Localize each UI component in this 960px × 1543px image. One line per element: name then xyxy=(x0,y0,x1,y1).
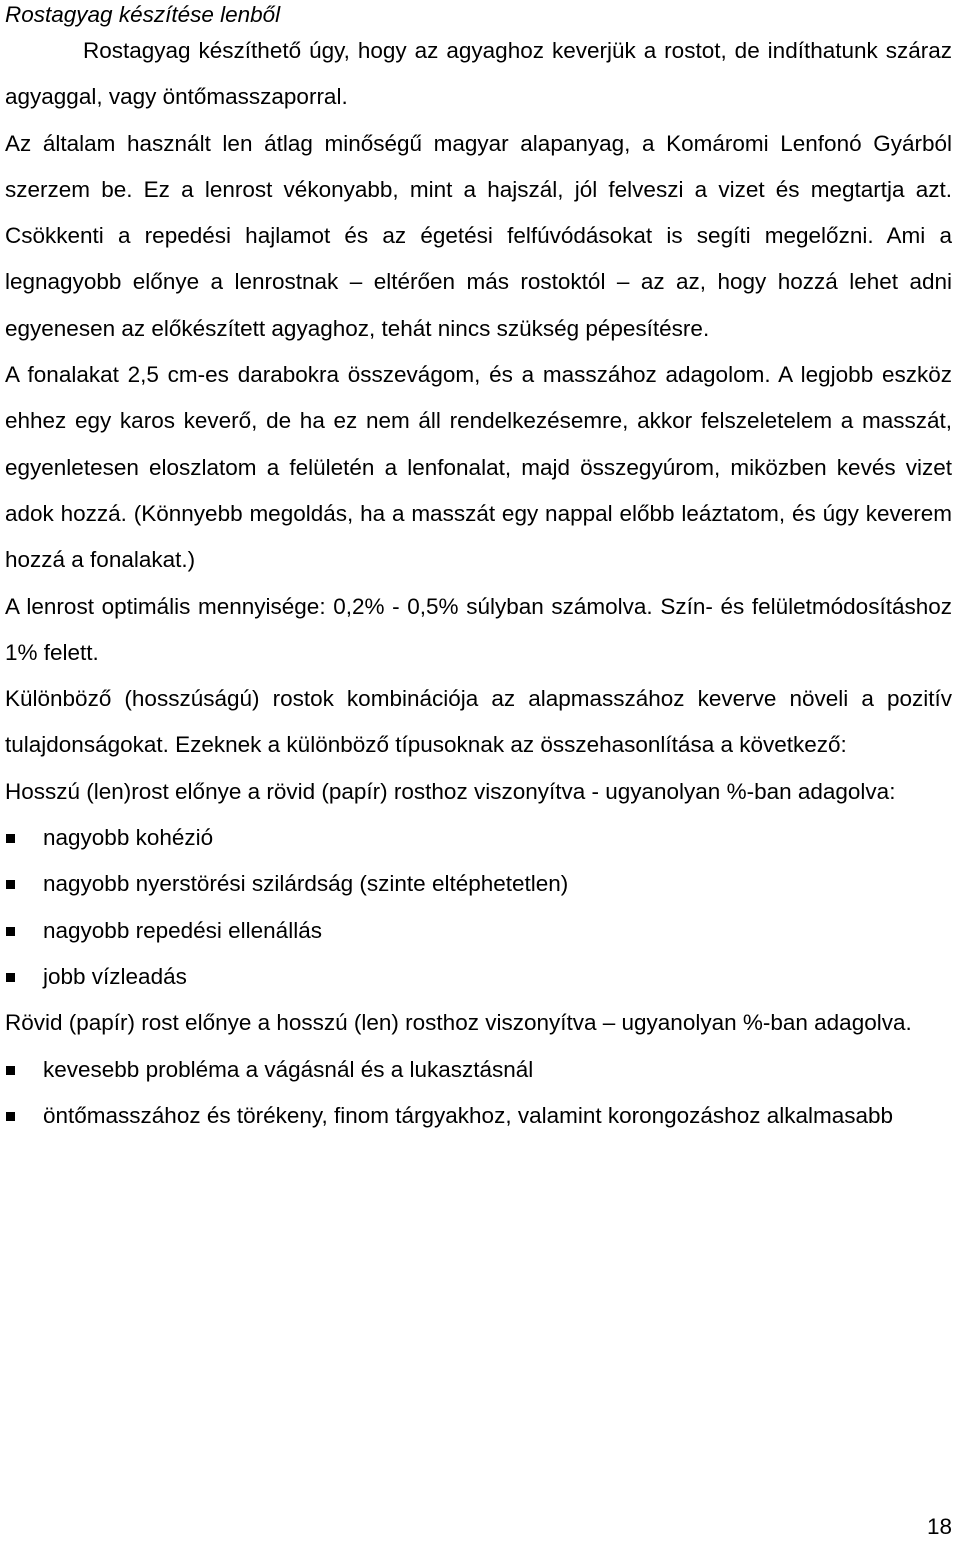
paragraph-quantity: A lenrost optimális mennyisége: 0,2% - 0,5% súlyban számolva. Szín- és felületmódosításhoz 1% felett. xyxy=(5,593,952,665)
section-heading: Rostagyag készítése lenből xyxy=(5,2,281,27)
list-item xyxy=(5,1093,952,1139)
paragraph-long-fiber-intro: Hosszú (len)rost előnye a rövid (papír) rosthoz viszonyítva - ugyanolyan %-ban adagolva: xyxy=(5,778,896,804)
square-bullet-icon xyxy=(6,834,15,843)
list-item-text: nagyobb nyerstörési szilárdság (szinte eltéphetetlen) xyxy=(43,871,569,897)
list-item xyxy=(5,815,952,861)
square-bullet-icon xyxy=(6,927,15,936)
paragraph-combination: Különböző (hosszúságú) rostok kombinációja az alapmasszához keverve növeli a pozitív tulajdonságokat. Ezeknek a különböző típusoknak az összehasonlítása a következő: xyxy=(5,686,952,758)
paragraph-intro: Rostagyag készíthető úgy, hogy az agyaghoz keverjük a rostot, de indíthatunk száraz agyaggal, vagy öntőmasszaporral. xyxy=(5,38,952,110)
paragraph-short-fiber-intro: Rövid (papír) rost előnye a hosszú (len) rosthoz viszonyítva – ugyanolyan %-ban adagolva. xyxy=(5,1010,912,1036)
document-page xyxy=(5,0,952,1139)
page-number: 18 xyxy=(926,1514,952,1539)
list-item-text: kevesebb probléma a vágásnál és a lukasztásnál xyxy=(43,1056,534,1082)
paragraph-material: Az általam használt len átlag minőségű magyar alapanyag, a Komáromi Lenfonó Gyárból szerzem be. Ez a lenrost vékonyabb, mint a hajszál, jól felveszi a vizet és megtartja azt. Csökkenti a repedési hajlamot és az égetési felfúvódásokat is segíti megelőzni. Ami a legnagyobb előnye a lenrostnak – eltérően más rostoktól – az az, hogy hozzá lehet adni egyenesen az előkészített agyaghoz, tehát nincs szükség pépesítésre. xyxy=(5,130,952,341)
list-item xyxy=(5,1047,952,1093)
square-bullet-icon xyxy=(6,1112,15,1121)
square-bullet-icon xyxy=(6,1066,15,1075)
square-bullet-icon xyxy=(6,880,15,889)
square-bullet-icon xyxy=(6,973,15,982)
list-item-text: nagyobb repedési ellenállás xyxy=(43,917,322,943)
list-item-text: öntőmasszához és törékeny, finom tárgyakhoz, valamint korongozáshoz alkalmasabb xyxy=(43,1102,894,1128)
paragraph-method: A fonalakat 2,5 cm-es darabokra összevágom, és a masszához adagolom. A legjobb eszköz ehhez egy karos keverő, de ha ez nem áll rendelkezésemre, akkor felszeletelem a masszát, egyenletesen eloszlatom a felületén a lenfonalat, majd összegyúrom, miközben kevés vizet adok hozzá. (Könnyebb megoldás, ha a masszát egy nappal előbb leáztatom, és úgy keverem hozzá a fonalakat.) xyxy=(5,362,952,573)
list-item-text: nagyobb kohézió xyxy=(43,825,214,851)
short-fiber-advantages-list xyxy=(5,1047,952,1140)
list-item xyxy=(5,908,952,954)
long-fiber-advantages-list xyxy=(5,815,952,1000)
list-item xyxy=(5,861,952,907)
list-item-text: jobb vízleadás xyxy=(43,963,187,989)
list-item xyxy=(5,954,952,1000)
